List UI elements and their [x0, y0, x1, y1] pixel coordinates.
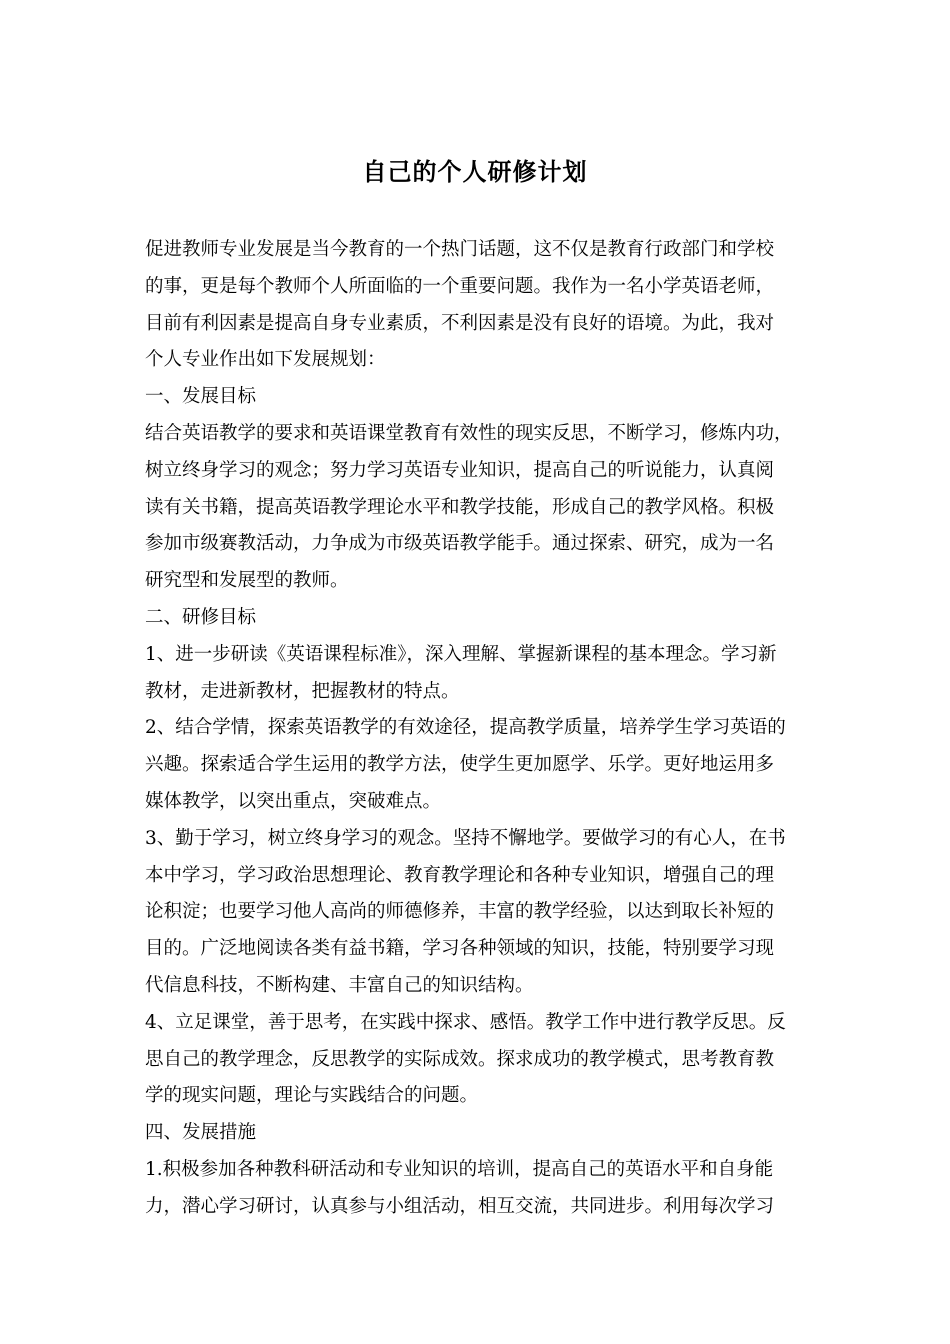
text-line: 论积淀；也要学习他人高尚的师德修养，丰富的教学经验，以达到取长补短的 [145, 901, 775, 923]
text-line: 教材，走进新教材，把握教材的特点。 [145, 680, 460, 702]
text-line: 学的现实问题，理论与实践结合的问题。 [145, 1085, 479, 1107]
text-line: 本中学习，学习政治思想理论、教育教学理论和各种专业知识，增强自己的理 [145, 864, 775, 886]
text-line: 个人专业作出如下发展规划： [145, 349, 386, 371]
text-line: 媒体教学，以突出重点，突破难点。 [145, 790, 442, 812]
text-line: 二、研修目标 [145, 606, 257, 628]
text-line: 树立终身学习的观念；努力学习英语专业知识，提高自己的听说能力，认真阅 [145, 459, 775, 481]
text-line: 目前有利因素是提高自身专业素质，不利因素是没有良好的语境。为此，我对 [145, 312, 775, 334]
text-line: 的事，更是每个教师个人所面临的一个重要问题。我作为一名小学英语老师， [145, 275, 775, 297]
text-line: 1.积极参加各种教科研活动和专业知识的培训，提高自己的英语水平和自身能 [145, 1158, 774, 1180]
text-line: 一、发展目标 [145, 386, 257, 408]
text-line: 2、结合学情，探索英语教学的有效途径，提高教学质量，培养学生学习英语的 [145, 717, 786, 739]
text-line: 代信息科技，不断构建、丰富自己的知识结构。 [145, 974, 534, 996]
text-line: 4、立足课堂，善于思考，在实践中探求、感悟。教学工作中进行教学反思。反 [145, 1011, 786, 1033]
text-line: 参加市级赛教活动，力争成为市级英语教学能手。通过探索、研究，成为一名 [145, 533, 775, 555]
text-line: 研究型和发展型的教师。 [145, 570, 349, 592]
document-title: 自己的个人研修计划 [362, 158, 588, 186]
text-line: 3、勤于学习，树立终身学习的观念。坚持不懈地学。要做学习的有心人，在书 [145, 827, 786, 849]
text-line: 力，潜心学习研讨，认真参与小组活动，相互交流，共同进步。利用每次学习 [145, 1195, 775, 1217]
text-line: 目的。广泛地阅读各类有益书籍，学习各种领域的知识，技能，特别要学习现 [145, 938, 775, 960]
text-line: 四、发展措施 [145, 1122, 257, 1144]
text-line: 读有关书籍，提高英语教学理论水平和教学技能，形成自己的教学风格。积极 [145, 496, 775, 518]
text-line: 兴趣。探索适合学生运用的教学方法，使学生更加愿学、乐学。更好地运用多 [145, 754, 775, 776]
text-line: 促进教师专业发展是当今教育的一个热门话题，这不仅是教育行政部门和学校 [145, 239, 775, 260]
text-line: 思自己的教学理念，反思教学的实际成效。探求成功的教学模式，思考教育教 [145, 1048, 775, 1070]
document-body [145, 232, 813, 1226]
text-line: 1、进一步研读《英语课程标准》，深入理解、掌握新课程的基本理念。学习新 [145, 643, 777, 665]
text-line: 结合英语教学的要求和英语课堂教育有效性的现实反思，不断学习，修炼内功， [145, 422, 793, 444]
